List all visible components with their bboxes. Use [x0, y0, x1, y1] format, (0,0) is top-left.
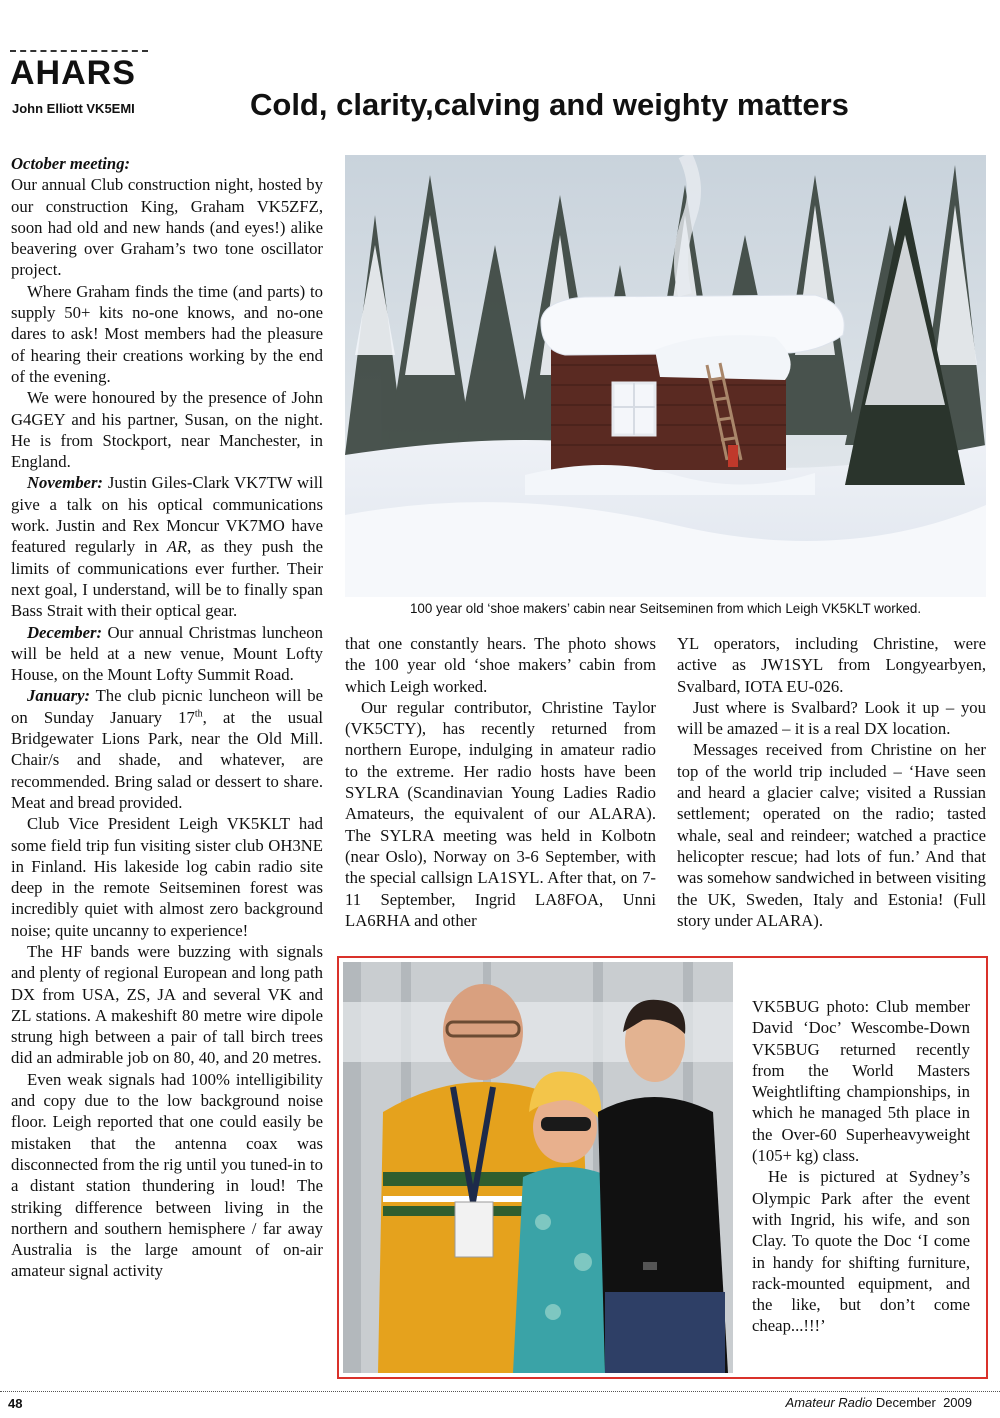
paragraph: VK5BUG photo: Club member David ‘Doc’ Wescombe-Down VK5BUG returned recently from the World Masters Weightlifting championships, in which he managed 5th place in the Over-60 Superheavyweight (105+ kg) class. — [752, 997, 970, 1166]
paragraph: Just where is Svalbard? Look it up – you will be amazed – it is a real DX location. — [677, 697, 986, 739]
paragraph: Club Vice President Leigh VK5KLT had some field trip fun visiting sister club OH3NE in Finland. His lakeside log cabin radio site deep in the remote Seitseminen forest was incredibly quiet with almost zero background noise; quite uncanny to experience! — [11, 814, 323, 940]
paragraph-text: , at the usual Bridgewater Lions Park, near the Old Mill. Chair/s and shade, and whatever, are recommended. Bring salad or dessert to share. Meat and bread provided. — [11, 707, 323, 812]
paragraph: Even weak signals had 100% intelligibility and copy due to the low background noise floor. Leigh reported that one could easily be mistaken that the antenna coax was disconnected from the rig until you tuned-in to a distant station thundering in loud! The striking difference between living in the northern and southern hemisphere / far away Australia is the large amount of on-air amateur signal activity — [11, 1069, 323, 1281]
paragraph: The HF bands were buzzing with signals and plenty of regional European and long path DX from USA, ZS, JA and several VK and ZL stations. A makeshift 80 metre wire dipole strung high between a pair of tall birch trees did an admirable job on 80, 40, and 20 metres. — [11, 941, 323, 1068]
header-rule — [10, 50, 148, 52]
snowy-cabin-image — [345, 155, 986, 597]
paragraph-text: Justin Giles-Clark VK7TW will give a talk on his optical communications work. Justin and Rex Moncur VK7MO have featured regularly in — [11, 473, 323, 557]
paragraph-text: , as they push the limits of communications ever further. Their next goal, I understand, will be to finally span Bass Strait with their optical gear. — [11, 537, 323, 621]
cabin-photo — [345, 155, 986, 597]
paragraph — [11, 622, 323, 686]
section-title: AHARS — [10, 54, 136, 92]
paragraph — [11, 472, 323, 621]
paragraph: that one constantly hears. The photo shows the 100 year old ‘shoe makers’ cabin from which Leigh worked. — [345, 634, 656, 696]
weightlifter-photo — [343, 962, 733, 1373]
subheading-october: October meeting: — [11, 154, 131, 173]
cabin-photo-caption: 100 year old ‘shoe makers’ cabin near Seitseminen from which Leigh VK5KLT worked. — [409, 601, 922, 616]
paragraph: YL operators, including Christine, were active as JW1SYL from Longyearbyen, Svalbard, IOTA EU-026. — [677, 634, 986, 696]
paragraph: Our annual Club construction night, hosted by our construction King, Graham VK5ZFZ, soon had old and new hands (and eyes!) alike beavering over Graham’s two tone oscillator project. — [11, 175, 323, 280]
page-number: 48 — [8, 1396, 23, 1411]
subheading-december: December: — [27, 622, 103, 642]
footer-publication — [786, 1395, 972, 1410]
text-column-1 — [11, 153, 323, 1282]
paragraph — [11, 685, 323, 813]
photo-feature-text — [752, 996, 970, 1337]
family-portrait-image — [343, 962, 733, 1373]
subheading-november: November: — [27, 473, 103, 493]
paragraph: Our regular contributor, Christine Taylor (VK5CTY), has recently returned from northern Europe, indulging in amateur radio to the extreme. Her radio hosts have been SYLRA (Scandinavian Young Ladies Radio Amateurs, the equivalent of our ALARA). The SYLRA meeting was held in Kolbotn (near Oslo), Norway on 3-6 September, with the special callsign LA1SYL. After that, on 7-11 September, Ingrid LA8FOA, Unni LA6RHA and other — [345, 697, 656, 930]
paragraph-text: The club picnic luncheon will be on Sunday January 17 — [11, 686, 323, 727]
footer-rule — [0, 1391, 1000, 1392]
text-column-2 — [345, 633, 656, 931]
text-column-3 — [677, 633, 986, 931]
magazine-name: Amateur Radio — [785, 1395, 873, 1410]
ordinal-suffix: th — [194, 708, 203, 720]
author-byline: John Elliott VK5EMI — [12, 101, 135, 116]
issue-date: December 2009 — [875, 1395, 972, 1410]
paragraph: Messages received from Christine on her top of the world trip included – ‘Have seen and heard a glacier calve; visited a Russian settlement; operated on the radio; tasted whale, seal and reindeer; watched a practice helicopter rescue; had lots of fun.’ And that was somehow sandwiched in between visiting the UK, Sweden, Italy and Estonia! (Full story under ALARA). — [677, 740, 986, 930]
paragraph: We were honoured by the presence of John G4GEY and his partner, Susan, on the night. He is from Stockport, near Manchester, in England. — [11, 388, 323, 472]
magazine-abbrev: AR — [166, 537, 188, 557]
paragraph: He is pictured at Sydney’s Olympic Park after the event with Ingrid, his wife, and son Clay. To quote the Doc ‘I come in handy for shifting furniture, rack-mounted equipment, and the like, but don’t come cheap...!!!’ — [752, 1167, 970, 1336]
subheading-january: January: — [27, 686, 91, 706]
article-headline: Cold, clarity,calving and weighty matters — [250, 87, 849, 122]
paragraph — [11, 153, 323, 174]
paragraph: Where Graham finds the time (and parts) to supply 50+ kits no-one knows, and no-one dares to ask! Most members had the pleasure of hearing their creations working by the end of the evening. — [11, 281, 323, 386]
paragraph-text: Our annual Christmas luncheon will be held at a new venue, Mount Lofty House, on the Mount Lofty Summit Road. — [11, 622, 323, 685]
